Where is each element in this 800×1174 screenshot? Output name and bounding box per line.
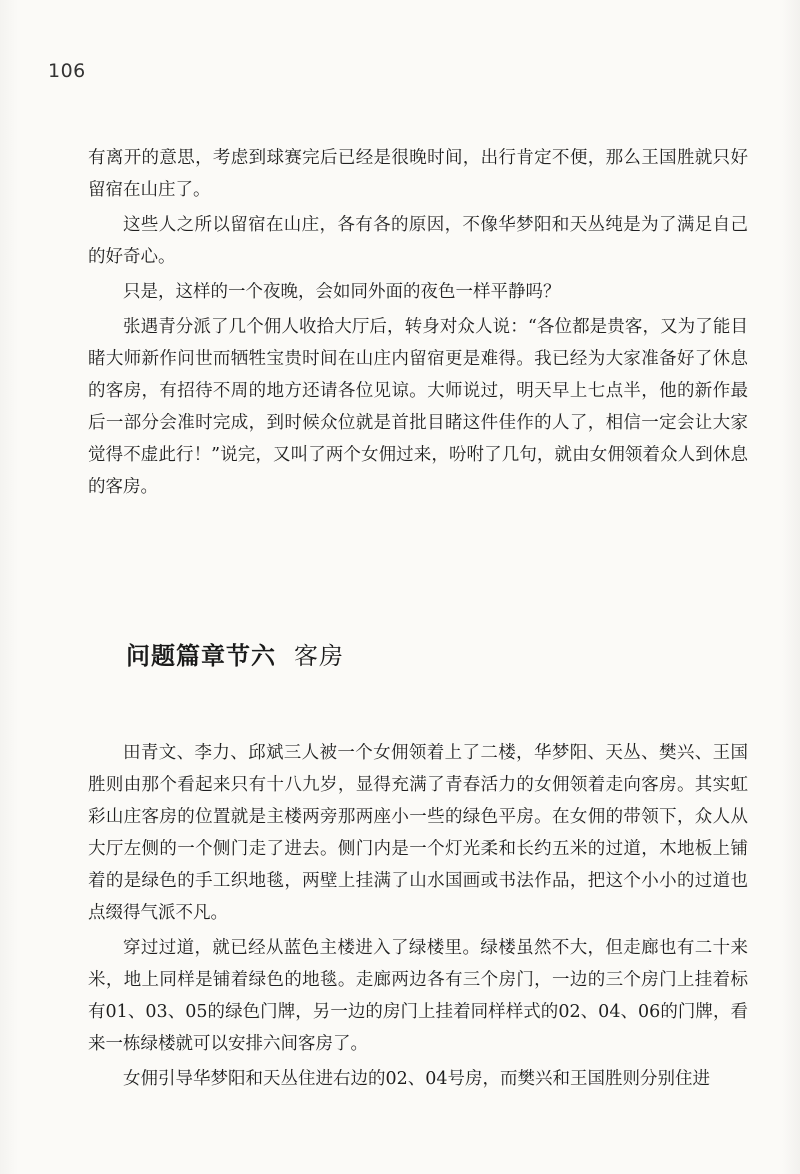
- paragraph: 女佣引导华梦阳和天丛住进右边的02、04号房，而樊兴和王国胜则分别住进: [123, 1069, 711, 1089]
- paragraph: 只是，这样的一个夜晚，会如同外面的夜色一样平静吗？: [123, 282, 561, 302]
- paragraph: 田青文、李力、邱斌三人被一个女佣领着上了二楼，华梦阳、天丛、樊兴、王国胜则由那个看起来只有十八九岁，显得充满了青春活力的女佣领着走向客房。其实虹彩山庄客房的位置就是主楼两旁那两座小一些的绿色平房。在女佣的带领下，众人从大厅左侧的一个侧门走了进去。侧门内是一个灯光柔和长约五米的过道，木地板上铺着的是绿色的手工织地毯，两壁上挂满了山水国画或书法作品，把这个小小的过道也点缀得气派不凡。: [88, 743, 748, 923]
- bottom-text-block: [88, 737, 748, 1098]
- paragraph: 有离开的意思，考虑到球赛完后已经是很晚时间，出行肯定不便，那么王国胜就只好留宿在山庄了。: [88, 148, 748, 200]
- paragraph: 穿过过道，就已经从蓝色主楼进入了绿楼里。绿楼虽然不大，但走廊也有二十来米，地上同样是铺着绿色的地毯。走廊两边各有三个房门，一边的三个房门上挂着标有01、03、05的绿色门牌，另一边的房门上挂着同样样式的02、04、06的门牌，看来一栋绿楼就可以安排六间客房了。: [88, 938, 748, 1054]
- paragraph: 张遇青分派了几个佣人收拾大厅后，转身对众人说：“各位都是贵客，又为了能目睹大师新作问世而牺牲宝贵时间在山庄内留宿更是难得。我已经为大家准备好了休息的客房，有招待不周的地方还请各位见谅。大师说过，明天早上七点半，他的新作最后一部分会准时完成，到时候众位就是首批目睹这件佳作的人了，相信一定会让大家觉得不虚此行！”说完，又叫了两个女佣过来，吩咐了几句，就由女佣领着众人到休息的客房。: [88, 317, 748, 497]
- top-text-block: [88, 142, 748, 506]
- page-number: 106: [48, 60, 86, 82]
- section-label: 问题篇章节六: [126, 642, 276, 670]
- section-title: 客房: [294, 642, 344, 670]
- section-heading: [126, 636, 344, 671]
- paragraph: 这些人之所以留宿在山庄，各有各的原因，不像华梦阳和天丛纯是为了满足自己的好奇心。: [88, 215, 748, 267]
